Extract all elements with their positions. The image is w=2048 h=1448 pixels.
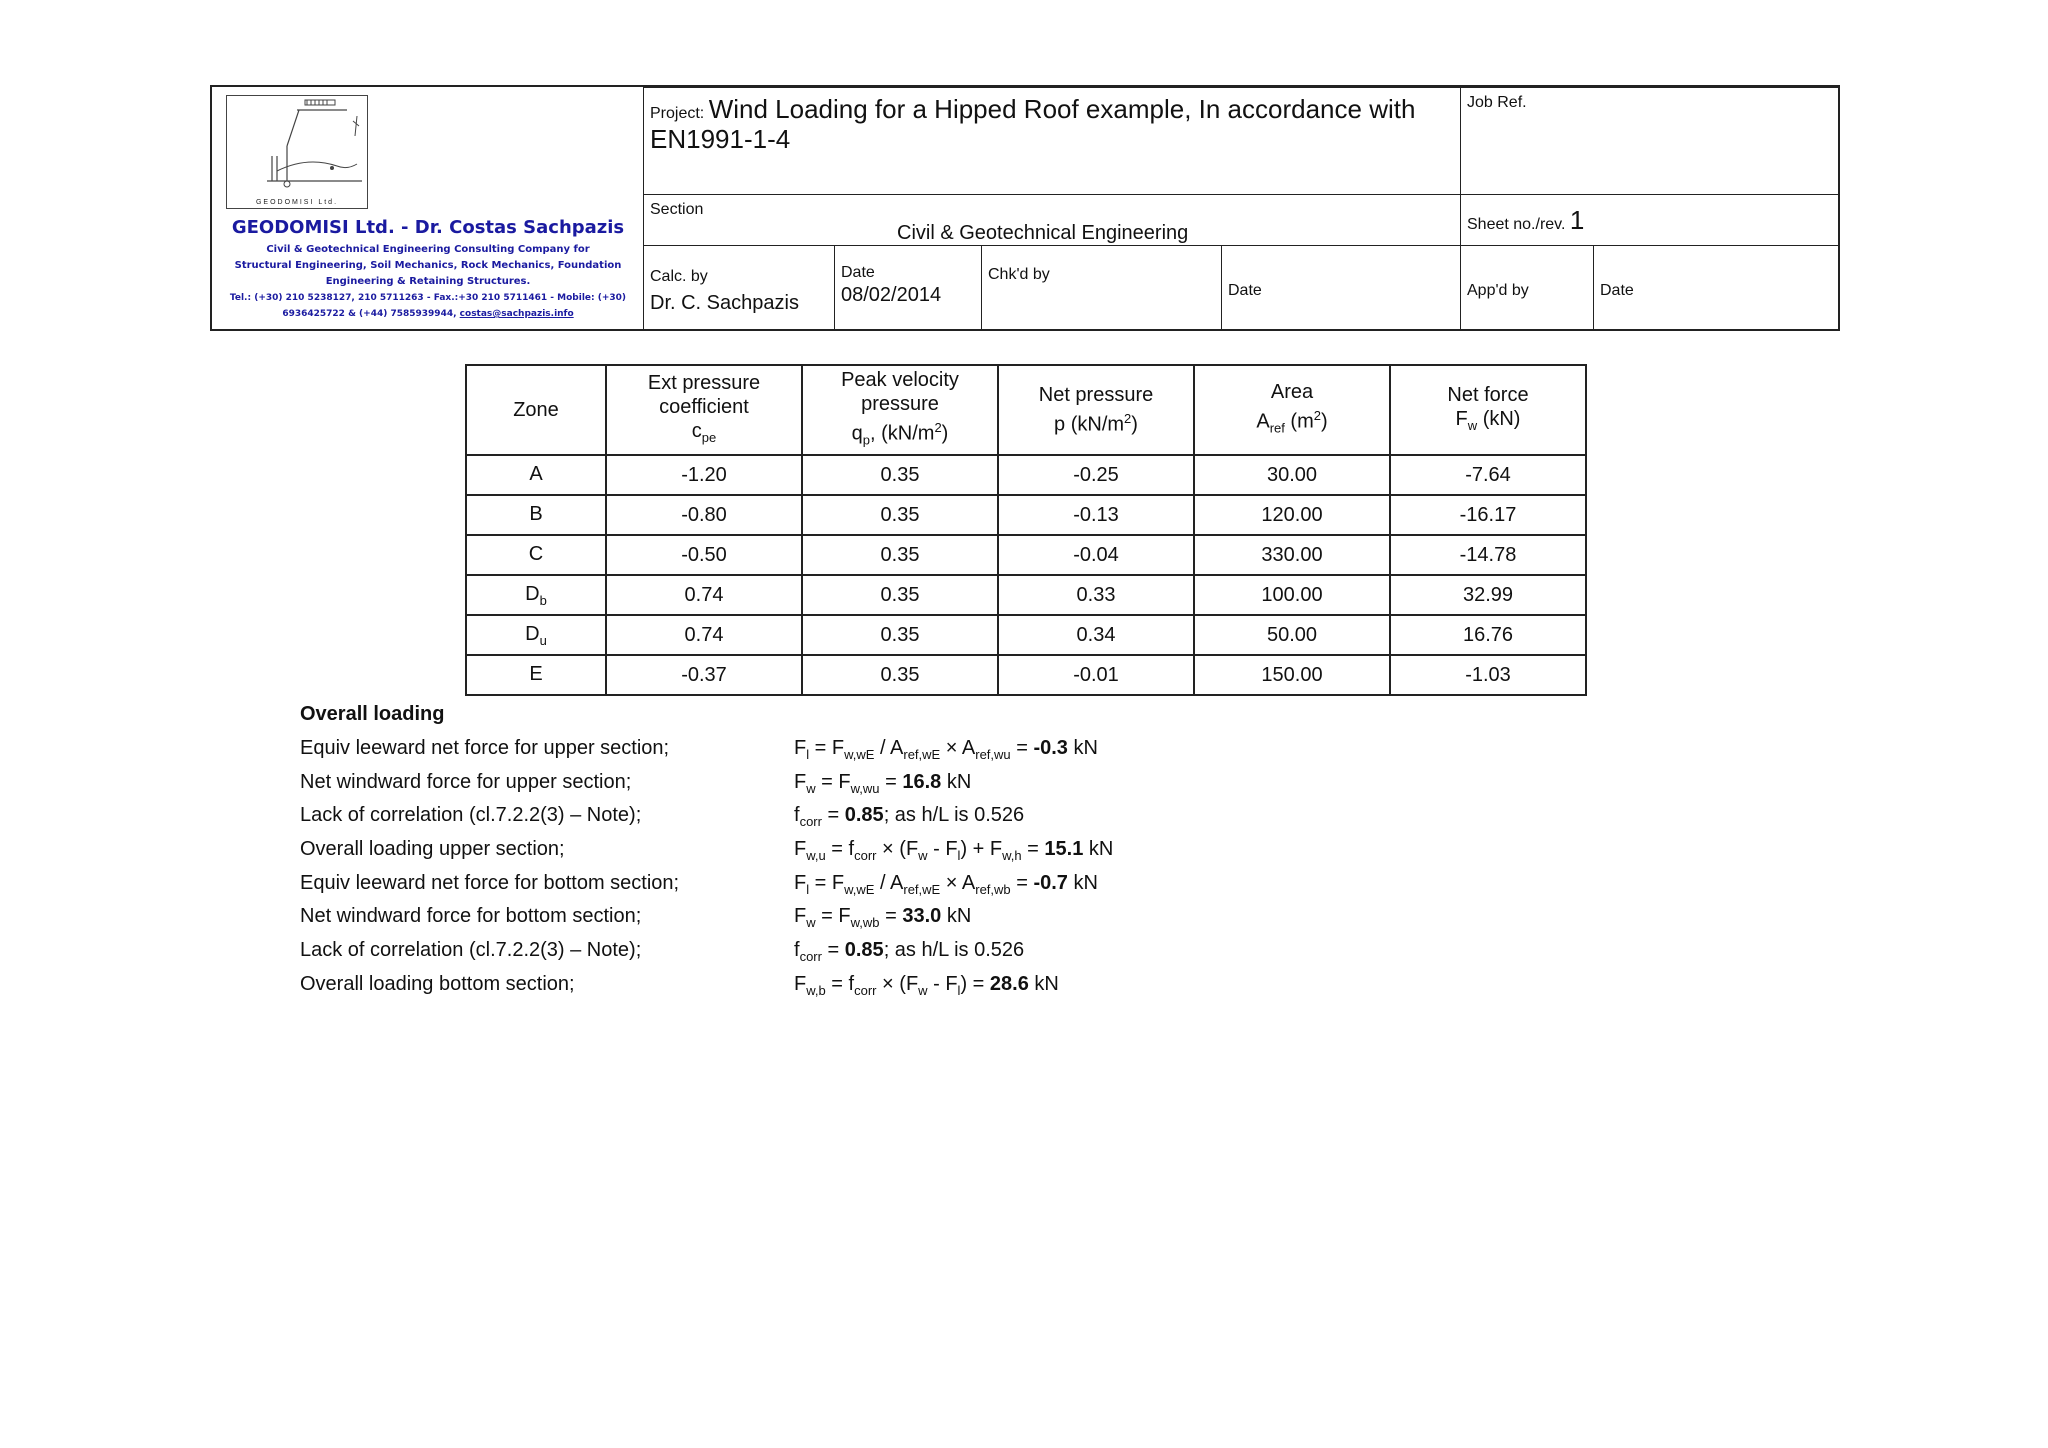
date-value: 08/02/2014 [841,284,942,306]
cell-net-pressure: -0.25 [998,455,1194,495]
overall-loading-label: Equiv leeward net force for upper section; [300,737,670,759]
overall-loading-row [300,804,1025,838]
section-label: Section [650,201,704,218]
overall-loading-label: Lack of correlation (cl.7.2.2(3) – Note); [300,804,642,827]
date2-cell [1221,245,1461,331]
section-value: Civil & Geotechnical Engineering [897,222,1189,244]
overall-loading-label: Net windward force for bottom section; [300,905,642,928]
cell-zone: $D_u$ [466,615,606,655]
overall-loading-heading: Overall loading [300,703,445,725]
wind-pressure-table [465,364,1587,696]
cell-qp: 0.35 [802,535,998,575]
company-phone: 6936425722 & (+44) 7585939944, [282,309,457,319]
cell-net-force: 16.76 [1390,615,1586,655]
cell-area: 50.00 [1194,615,1390,655]
checked-by-label: Chk'd by [988,266,1050,283]
company-logo [226,95,368,209]
company-desc-line: Tel.: (+30) 210 5238127, 210 5711263 - Fax.:+30 210 5711461 - Mobile: (+30) [229,293,627,303]
cell-net-force: 32.99 [1390,575,1586,615]
job-ref-label: Job Ref. [1467,94,1527,111]
overall-loading-label: Net windward force for upper section; [300,770,632,793]
checked-by-cell [981,245,1222,331]
table-row [466,535,1586,575]
overall-loading-formula: $F_{w,b} = f_{corr} \times (F_w - F_l) = 28.6$ kN [794,972,1059,998]
table-header-row [466,365,1586,455]
table-row [466,575,1586,615]
cell-qp: 0.35 [802,455,998,495]
cell-qp: 0.35 [802,655,998,695]
cell-net-pressure: 0.34 [998,615,1194,655]
cell-area: 120.00 [1194,495,1390,535]
cell-qp: 0.35 [802,575,998,615]
calc-by-cell [643,245,835,331]
overall-loading-formula: $f_{corr} = 0.85$; as h/L is 0.526 [794,804,1025,830]
cell-net-pressure: -0.04 [998,535,1194,575]
cell-area: 330.00 [1194,535,1390,575]
cell-zone: B [466,495,606,535]
project-label: Project: [650,105,705,122]
overall-loading-formula: $F_{w,u} = f_{corr} \times (F_w - F_l) + F_{w,h} = 15.1$ kN [794,838,1114,864]
cell-zone: E [466,655,606,695]
overall-loading-row [300,838,1114,872]
overall-loading-section [300,703,1114,1007]
cell-cpe: 0.74 [606,615,802,655]
sheet-cell [1460,194,1840,246]
overall-loading-row [300,905,972,939]
cell-area: 30.00 [1194,455,1390,495]
overall-loading-list [300,737,1114,1007]
cell-area: 100.00 [1194,575,1390,615]
logo-caption: GEODOMISI Ltd. [255,199,339,206]
company-description [222,242,634,322]
cell-area: 150.00 [1194,655,1390,695]
col-header-net-force: Net force $F_w$ (kN) [1390,365,1586,455]
cell-zone: C [466,535,606,575]
company-desc-line: Structural Engineering, Soil Mechanics, Rock Mechanics, Foundation [234,260,622,271]
table-row [466,455,1586,495]
approved-by-cell [1460,245,1594,331]
table-row [466,495,1586,535]
date3-label: Date [1600,282,1634,299]
cell-cpe: -0.37 [606,655,802,695]
overall-loading-row [300,972,1059,1007]
cell-zone: $D_b$ [466,575,606,615]
company-email-link[interactable]: costas@sachpazis.info [459,309,574,319]
company-desc-line: Engineering & Retaining Structures. [325,276,531,287]
section-cell [643,194,1461,246]
cell-net-pressure: -0.01 [998,655,1194,695]
overall-loading-formula: $F_w = F_{w,wu} = 16.8$ kN [794,770,972,796]
overall-loading-row [300,939,1025,973]
cell-net-force: -14.78 [1390,535,1586,575]
overall-loading-formula: $F_l = F_{w,wE} / A_{ref,wE} \times A_{ref,wb} = -0.7$ kN [794,871,1098,897]
project-cell [643,87,1461,195]
col-header-peak-velocity: Peak velocity pressure $q_p$, $(kN/m^2)$ [802,365,998,455]
cell-net-force: -16.17 [1390,495,1586,535]
cell-cpe: -0.80 [606,495,802,535]
overall-loading-label: Lack of correlation (cl.7.2.2(3) – Note); [300,939,642,962]
cell-cpe: -1.20 [606,455,802,495]
logo-drawing-icon [227,96,367,196]
col-header-ext-pressure: Ext pressure coefficient $c_{pe}$ [606,365,802,455]
overall-loading-row [300,871,1098,906]
overall-loading-formula: $f_{corr} = 0.85$; as h/L is 0.526 [794,939,1025,965]
cell-net-force: -1.03 [1390,655,1586,695]
company-desc-line: Civil & Geotechnical Engineering Consulting Company for [266,244,590,255]
cell-net-force: -7.64 [1390,455,1586,495]
date2-label: Date [1228,282,1262,299]
approved-by-label: App'd by [1467,282,1529,299]
col-header-area: Area $A_{ref}$ $(m^2)$ [1194,365,1390,455]
col-header-net-pressure: Net pressure p $(kN/m^2)$ [998,365,1194,455]
col-header-zone: Zone [466,365,606,455]
table-row [466,615,1586,655]
title-block [210,85,1840,331]
cell-qp: 0.35 [802,495,998,535]
overall-loading-label: Overall loading upper section; [300,838,565,861]
overall-loading-formula: $F_w = F_{w,wb} = 33.0$ kN [794,905,972,931]
cell-net-pressure: -0.13 [998,495,1194,535]
overall-loading-row [300,737,1098,771]
company-name: GEODOMISI Ltd. - Dr. Costas Sachpazis [231,217,625,238]
calc-by-label: Calc. by [650,268,708,285]
cell-zone: A [466,455,606,495]
overall-loading-label: Equiv leeward net force for bottom section; [300,871,680,894]
cell-net-pressure: 0.33 [998,575,1194,615]
company-contact-line [222,306,634,322]
job-ref-cell [1460,87,1840,195]
cell-cpe: -0.50 [606,535,802,575]
project-title: Wind Loading for a Hipped Roof example, In accordance with EN1991-1-4 [650,94,1416,154]
date-label: Date [841,264,875,281]
date-cell [834,245,982,331]
calc-by-value: Dr. C. Sachpazis [650,292,799,314]
logo-cell [212,87,644,331]
cell-cpe: 0.74 [606,575,802,615]
overall-loading-row [300,770,972,805]
sheet-label: Sheet no./rev. [1467,216,1566,233]
overall-loading-formula: $F_l = F_{w,wE} / A_{ref,wE} \times A_{ref,wu} = -0.3$ kN [794,737,1098,762]
cell-qp: 0.35 [802,615,998,655]
date3-cell [1593,245,1840,331]
sheet-value: 1 [1569,205,1585,235]
overall-loading-label: Overall loading bottom section; [300,972,575,995]
table-row [466,655,1586,695]
